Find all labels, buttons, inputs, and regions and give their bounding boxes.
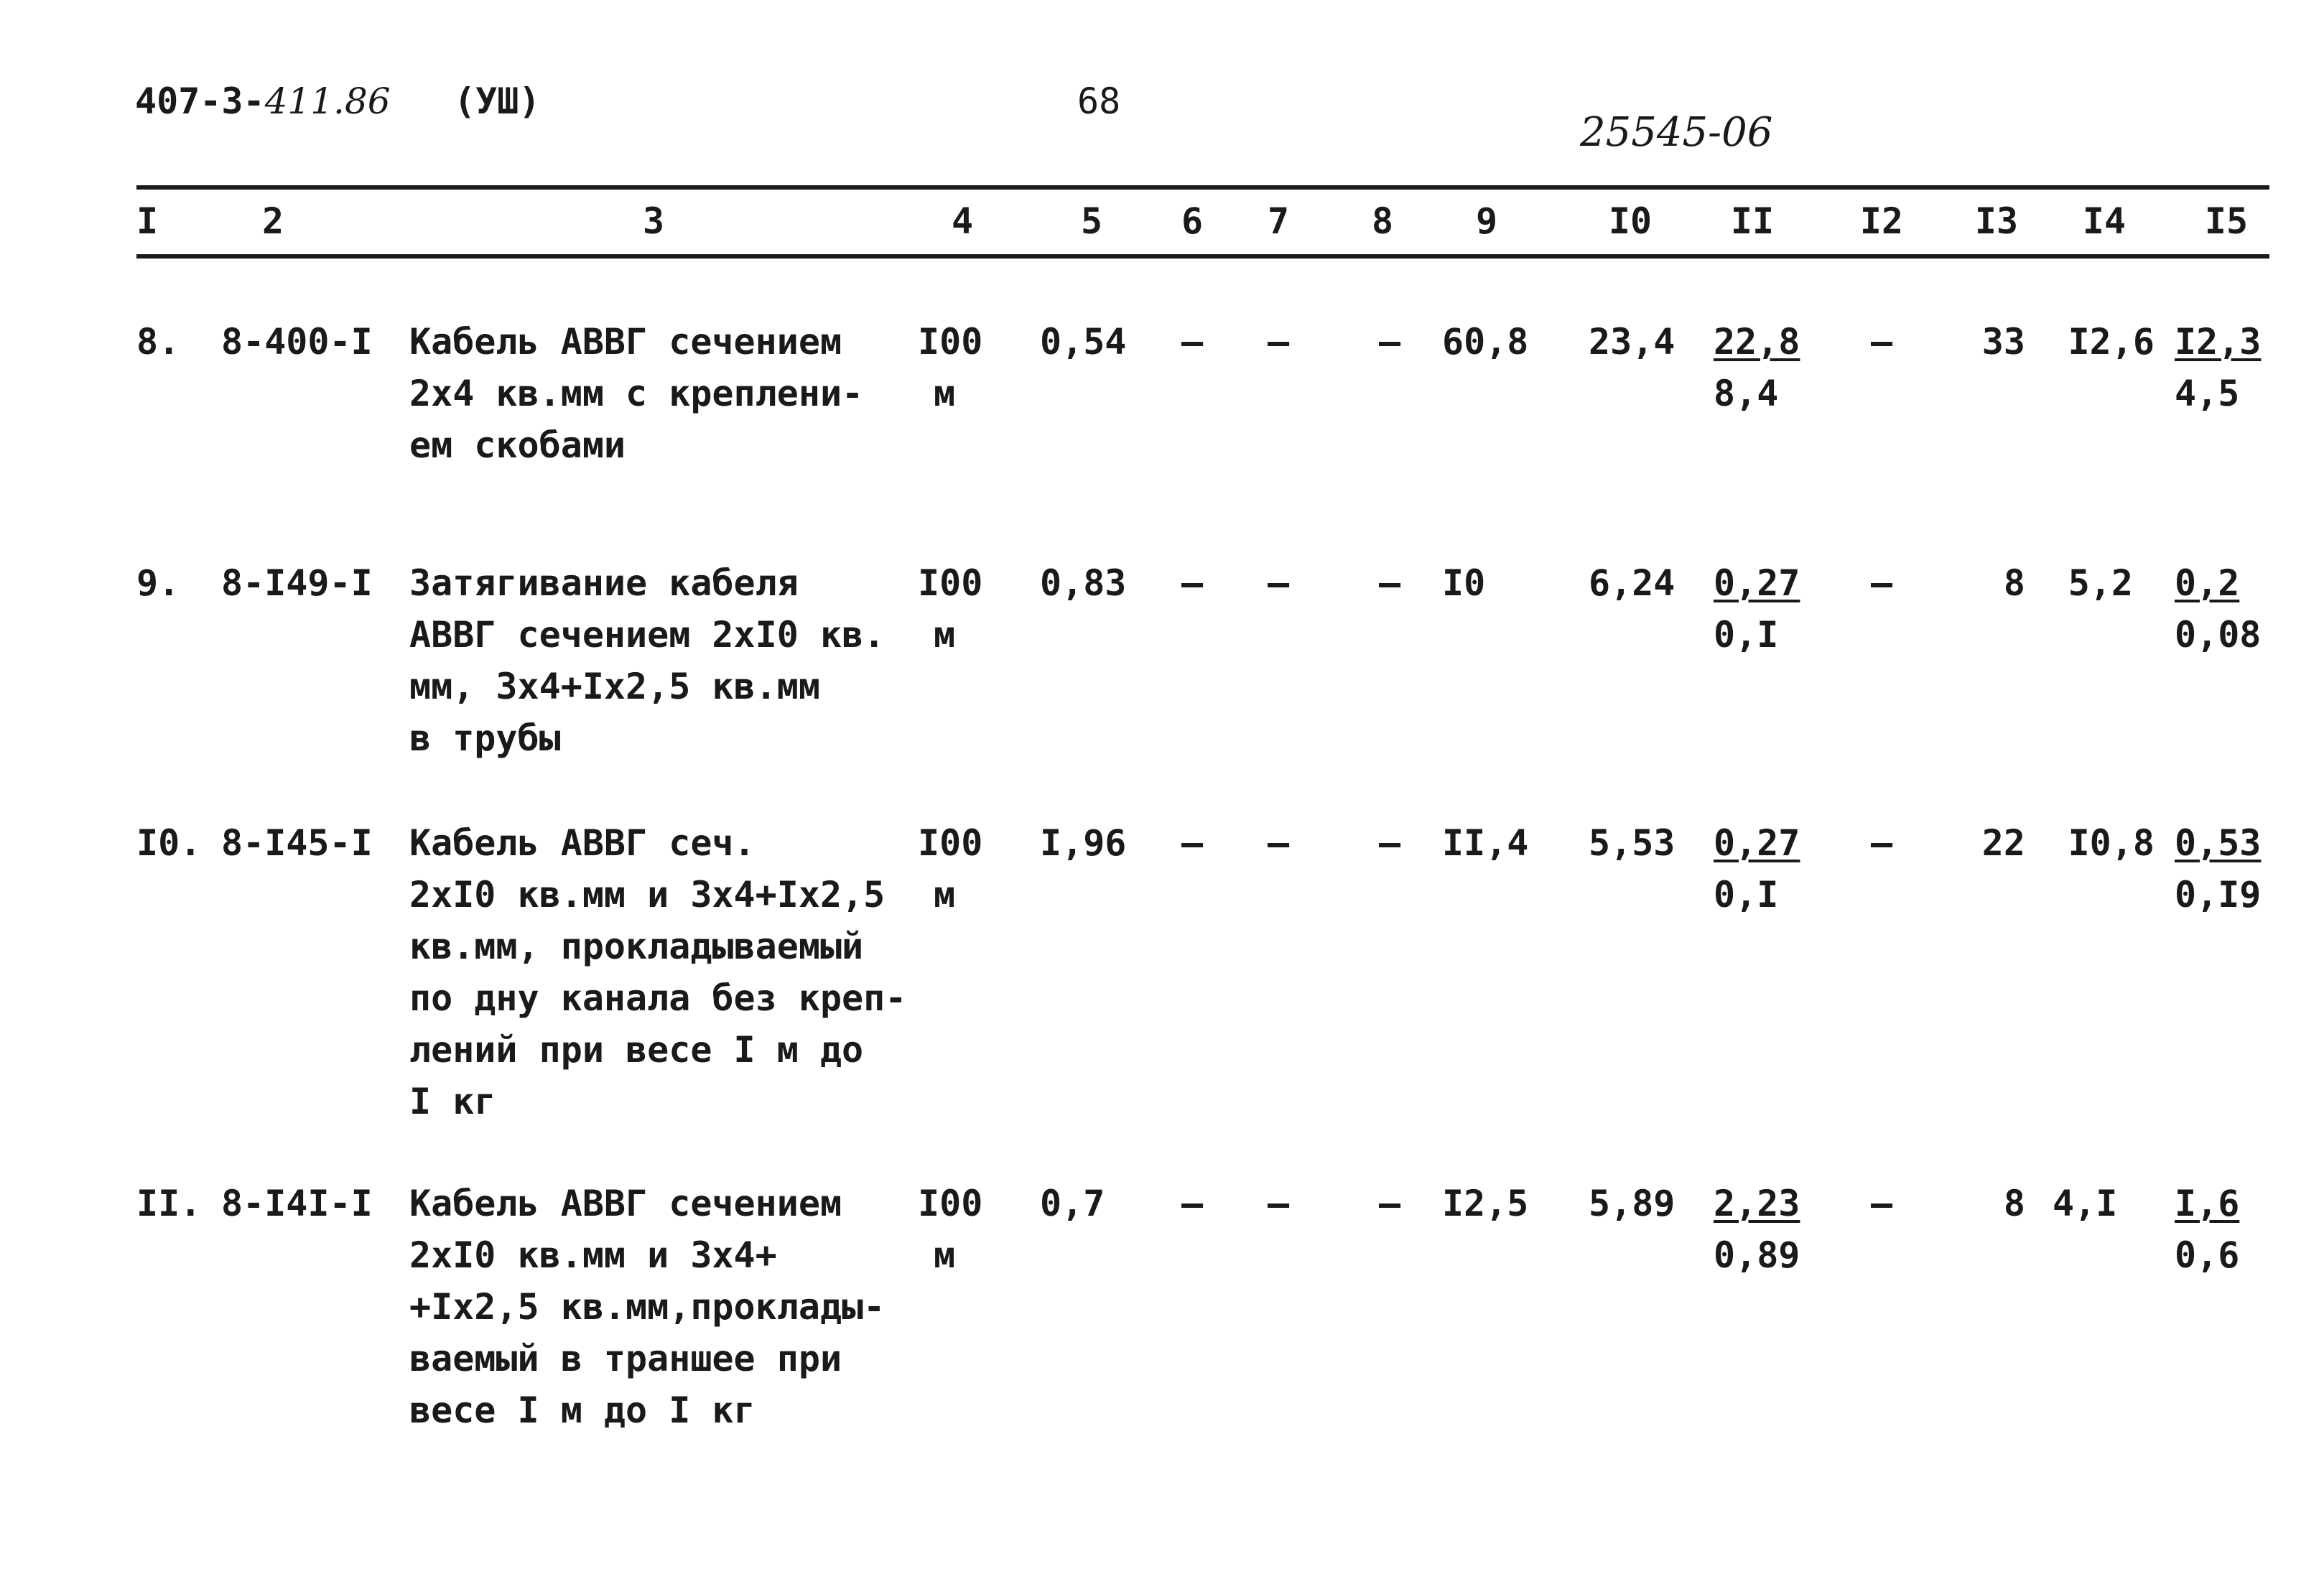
description-line: Кабель АВВГ сечением (409, 1183, 842, 1224)
col10-value: 5,53 (1589, 822, 1675, 864)
description-line: Кабель АВВГ сеч. (409, 822, 756, 864)
description-line: Затягивание кабеля (409, 562, 799, 604)
column-header-10: I0 (1608, 200, 1653, 242)
unit-value: I00 (918, 1183, 983, 1224)
column-header-13: I3 (1974, 200, 2019, 242)
col15-value-top: I2,3 (2175, 321, 2262, 363)
col11-value-bottom: 0,I (1714, 874, 1779, 916)
col11-value-bottom: 0,89 (1714, 1234, 1800, 1276)
col13-value: 22 (1981, 822, 2025, 864)
col14-value: I0,8 (2068, 822, 2155, 864)
column-header-12: I2 (1859, 200, 1904, 242)
col15-value-top: 0,53 (2175, 822, 2262, 864)
row-description (409, 557, 885, 764)
column-header-1: I (136, 200, 159, 242)
header-top-rule (136, 185, 2269, 190)
row-code: 8-I45-I (221, 822, 373, 864)
row-number: 8. (136, 321, 180, 363)
description-line: 2хI0 кв.мм и 3х4+Iх2,5 (409, 874, 886, 916)
col7-value: – (1267, 321, 1290, 363)
col15-value-bottom: 4,5 (2175, 373, 2240, 414)
column-header-7: 7 (1267, 200, 1290, 242)
col5-value: 0,83 (1040, 562, 1127, 604)
col8-value: – (1378, 562, 1401, 604)
col14-value: I2,6 (2068, 321, 2155, 363)
col6-value: – (1181, 321, 1204, 363)
col7-value: – (1267, 562, 1290, 604)
col14-value: 4,I (2053, 1183, 2118, 1224)
unit-name: м (934, 373, 956, 414)
col15-value-bottom: 0,6 (2175, 1234, 2240, 1276)
col12-value: – (1870, 562, 1893, 604)
col5-value: 0,7 (1040, 1183, 1105, 1224)
col10-value: 6,24 (1589, 562, 1675, 604)
description-line: по дну канала без креп- (409, 977, 907, 1019)
header-bottom-rule (136, 254, 2269, 259)
col11-value-bottom: 8,4 (1714, 373, 1779, 414)
col10-value: 5,89 (1589, 1183, 1675, 1224)
description-line: АВВГ сечением 2хI0 кв. (409, 614, 886, 656)
col8-value: – (1378, 1183, 1401, 1224)
description-line: ваемый в траншее при (409, 1338, 842, 1379)
description-line: в трубы (409, 717, 561, 759)
description-line: 2хI0 кв.мм и 3х4+ (409, 1234, 777, 1276)
unit-value: I00 (918, 321, 983, 363)
document-code (135, 80, 391, 122)
column-header-8: 8 (1371, 200, 1394, 242)
col11-value-bottom: 0,I (1714, 614, 1779, 656)
col10-value: 23,4 (1589, 321, 1675, 363)
unit-name: м (934, 874, 956, 916)
col15-value-bottom: 0,I9 (2175, 874, 2262, 916)
col13-value: 8 (2003, 1183, 2025, 1224)
col6-value: – (1181, 1183, 1204, 1224)
column-header-11: II (1730, 200, 1775, 242)
col5-value: 0,54 (1040, 321, 1127, 363)
row-code: 8-I49-I (221, 562, 373, 604)
description-line: весе I м до I кг (409, 1389, 756, 1431)
row-description (409, 1178, 885, 1436)
description-line: ем скобами (409, 424, 626, 466)
description-line: Кабель АВВГ сечением (409, 321, 842, 363)
col8-value: – (1378, 321, 1401, 363)
col5-value: I,96 (1040, 822, 1127, 864)
row-number: II. (136, 1183, 202, 1224)
row-description (409, 316, 863, 471)
description-line: 2х4 кв.мм с креплени- (409, 373, 864, 414)
column-header-4: 4 (951, 200, 974, 242)
unit-name: м (934, 614, 956, 656)
column-header-6: 6 (1181, 200, 1204, 242)
col9-value: 60,8 (1442, 321, 1529, 363)
column-header-14: I4 (2082, 200, 2127, 242)
col12-value: – (1870, 822, 1893, 864)
col14-value: 5,2 (2068, 562, 2133, 604)
handwritten-stamp-number: 25545-06 (1580, 109, 1773, 156)
description-line: лений при весе I м до (409, 1029, 864, 1071)
col11-value-top: 0,27 (1714, 562, 1800, 604)
col7-value: – (1267, 1183, 1290, 1224)
description-line: мм, 3х4+Iх2,5 кв.мм (409, 666, 820, 707)
col6-value: – (1181, 822, 1204, 864)
row-number: 9. (136, 562, 180, 604)
col12-value: – (1870, 1183, 1893, 1224)
row-number: I0. (136, 822, 202, 864)
col6-value: – (1181, 562, 1204, 604)
col15-value-top: I,6 (2175, 1183, 2240, 1224)
document-code-handwritten: 411.86 (264, 80, 391, 122)
row-description (409, 817, 906, 1127)
document-code-printed: 407-3- (135, 80, 265, 122)
col13-value: 8 (2003, 562, 2025, 604)
column-header-5: 5 (1080, 200, 1103, 242)
page-number: 68 (1077, 80, 1121, 122)
volume-label: (УШ) (454, 80, 541, 122)
column-header-2: 2 (261, 200, 284, 242)
col9-value: II,4 (1442, 822, 1529, 864)
col9-value: I0 (1442, 562, 1486, 604)
column-header-3: 3 (642, 200, 665, 242)
unit-value: I00 (918, 562, 983, 604)
description-line: +Iх2,5 кв.мм,проклады- (409, 1286, 886, 1328)
col15-value-top: 0,2 (2175, 562, 2240, 604)
description-line: кв.мм, прокладываемый (409, 926, 864, 967)
col11-value-top: 22,8 (1714, 321, 1800, 363)
col11-value-top: 0,27 (1714, 822, 1800, 864)
row-code: 8-400-I (221, 321, 373, 363)
col15-value-bottom: 0,08 (2175, 614, 2262, 656)
col9-value: I2,5 (1442, 1183, 1529, 1224)
column-header-9: 9 (1475, 200, 1498, 242)
unit-name: м (934, 1234, 956, 1276)
col13-value: 33 (1981, 321, 2025, 363)
col7-value: – (1267, 822, 1290, 864)
col11-value-top: 2,23 (1714, 1183, 1800, 1224)
column-header-15: I5 (2204, 200, 2249, 242)
unit-value: I00 (918, 822, 983, 864)
row-code: 8-I4I-I (221, 1183, 373, 1224)
col8-value: – (1378, 822, 1401, 864)
col12-value: – (1870, 321, 1893, 363)
description-line: I кг (409, 1081, 496, 1122)
